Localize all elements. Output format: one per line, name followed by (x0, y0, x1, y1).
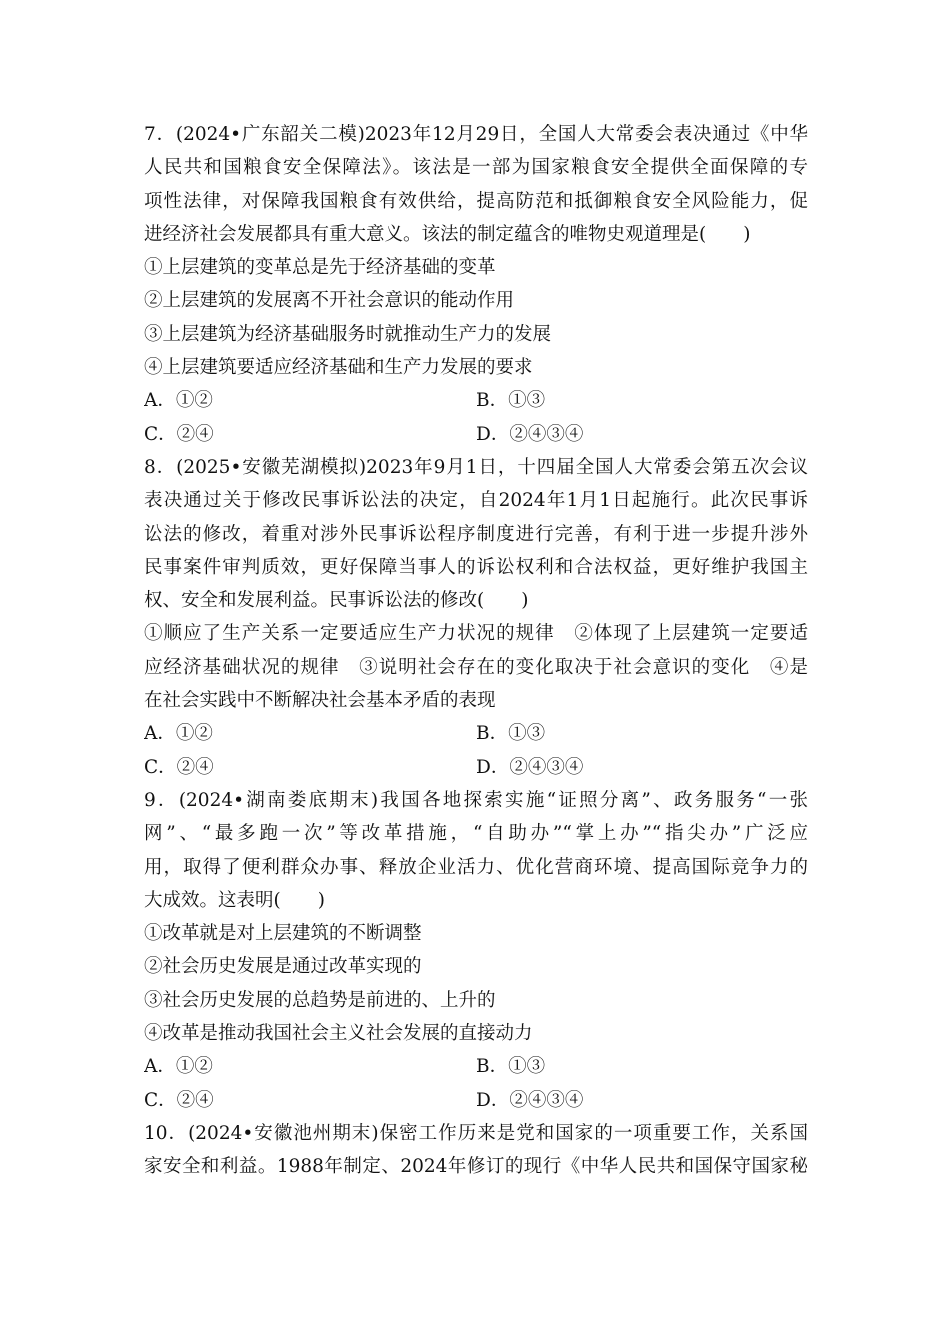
statement-item: ②上层建筑的发展离不开社会意识的能动作用 (144, 290, 515, 312)
options-row (144, 717, 808, 750)
statement-item: ①上层建筑的变革总是先于经济基础的变革 (144, 257, 496, 279)
option-b: B．①③ (476, 723, 546, 745)
option-a: A．①② (144, 1056, 213, 1078)
question-stem-line: 项性法律，对保障我国粮食有效供给，提高防范和抵御粮食安全风险能力，促 (144, 190, 808, 212)
statement-item: ③社会历史发展的总趋势是前进的、上升的 (144, 989, 496, 1011)
question-stem-line: 7．(2024•广东韶关二模)2023年12月29日，全国人大常委会表决通过《中华 (144, 124, 808, 145)
document-page (144, 118, 808, 1184)
question-stem-line: 10．(2024•安徽池州期末)保密工作历来是党和国家的一项重要工作，关系国 (144, 1122, 808, 1144)
question-9 (144, 784, 808, 1117)
question-stem-line: 人民共和国粮食安全保障法》。该法是一部为国家粮食安全提供全面保障的专 (144, 157, 808, 179)
option-a: A．①② (144, 723, 213, 745)
question-stem-line: 9．(2024•湖南娄底期末)我国各地探索实施“证照分离”、政务服务“一张 (144, 789, 808, 811)
options-row (144, 384, 808, 417)
option-b: B．①③ (476, 390, 546, 412)
statement-item: ②社会历史发展是通过改革实现的 (144, 956, 422, 978)
question-stem-line: 家安全和利益。1988年制定、2024年修订的现行《中华人民共和国保守国家秘 (144, 1156, 808, 1178)
option-a: A．①② (144, 390, 213, 412)
statement-item: 应经济基础状况的规律 ③说明社会存在的变化取决于社会意识的变化 ④是 (144, 656, 808, 678)
options-row (144, 751, 808, 784)
statement-item: 在社会实践中不断解决社会基本矛盾的表现 (144, 690, 496, 712)
option-d: D．②④③④ (476, 756, 584, 778)
options-row (144, 418, 808, 451)
question-stem-line: 民事案件审判质效，更好保障当事人的诉讼权利和合法权益，更好维护我国主 (144, 556, 808, 578)
option-c: C．②④ (144, 1089, 214, 1111)
question-stem-line: 权、安全和发展利益。民事诉讼法的修改( ) (144, 590, 529, 612)
option-d: D．②④③④ (476, 423, 584, 445)
question-stem-line: 讼法的修改，着重对涉外民事诉讼程序制度进行完善，有利于进一步提升涉外 (144, 523, 808, 545)
statement-item: ④改革是推动我国社会主义社会发展的直接动力 (144, 1023, 533, 1045)
question-stem-line: 表决通过关于修改民事诉讼法的决定，自2024年1月1日起施行。此次民事诉 (144, 490, 808, 512)
question-stem-line: 用，取得了便利群众办事、释放企业活力、优化营商环境、提高国际竞争力的 (144, 856, 808, 878)
question-10 (144, 1117, 808, 1184)
option-d: D．②④③④ (476, 1089, 584, 1111)
question-stem-line: 网”、“最多跑一次”等改革措施，“自助办”“掌上办”“指尖办”广泛应 (144, 823, 808, 845)
statement-item: ④上层建筑要适应经济基础和生产力发展的要求 (144, 357, 533, 379)
statement-item: ③上层建筑为经济基础服务时就推动生产力的发展 (144, 323, 552, 345)
question-stem-line: 大成效。这表明( ) (144, 889, 325, 911)
statement-item: ①改革就是对上层建筑的不断调整 (144, 923, 422, 945)
question-stem-line: 8．(2025•安徽芜湖模拟)2023年9月1日，十四届全国人大常委会第五次会议 (144, 456, 808, 478)
option-c: C．②④ (144, 423, 214, 445)
option-c: C．②④ (144, 756, 214, 778)
question-7 (144, 118, 808, 451)
options-row (144, 1050, 808, 1083)
question-8 (144, 451, 808, 784)
options-row (144, 1084, 808, 1117)
question-stem-line: 进经济社会发展都具有重大意义。该法的制定蕴含的唯物史观道理是( ) (144, 223, 751, 245)
statement-item: ①顺应了生产关系一定要适应生产力状况的规律 ②体现了上层建筑一定要适 (144, 623, 808, 645)
option-b: B．①③ (476, 1056, 546, 1078)
